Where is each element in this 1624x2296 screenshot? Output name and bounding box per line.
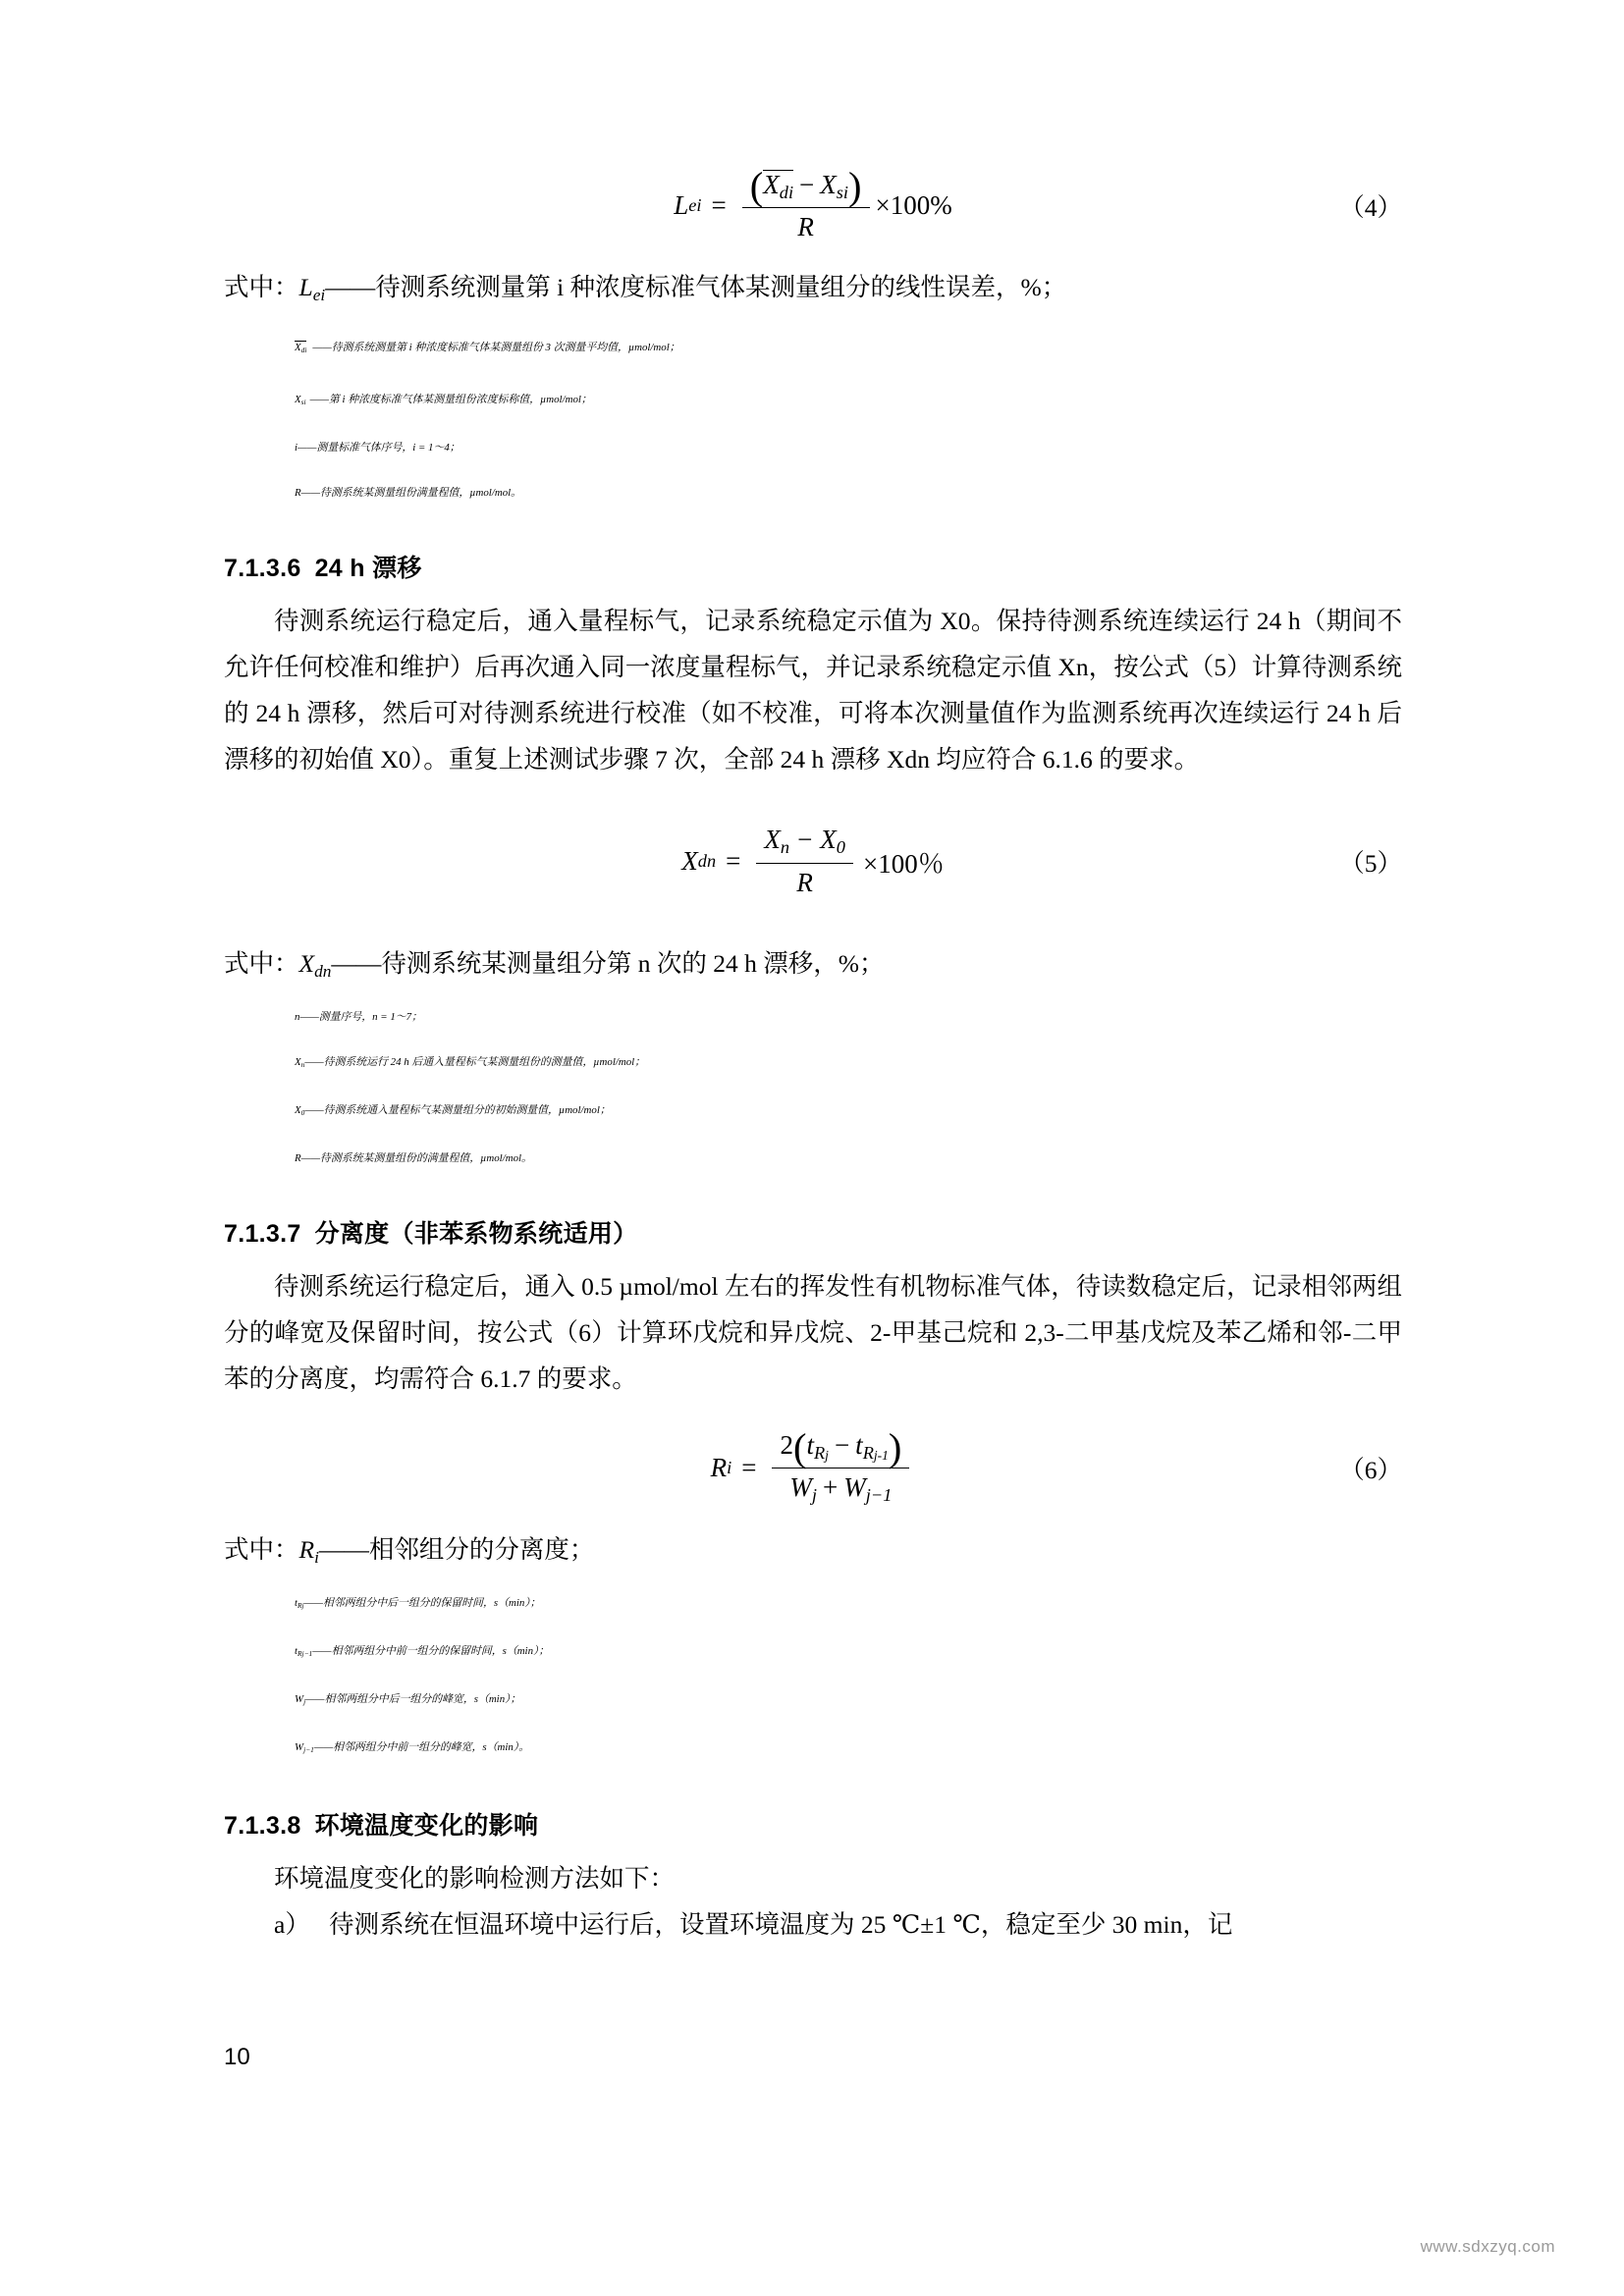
heading-7-1-3-8 xyxy=(224,1806,1402,1842)
eq5-fraction xyxy=(756,824,853,899)
defs-eq5-sub-3: 0 xyxy=(300,1107,305,1117)
heading-7-1-3-7-number: 7.1.3.7 xyxy=(224,1219,301,1248)
eq6-w1-sub: j xyxy=(811,1485,818,1506)
defs-eq5-var-1: n xyxy=(295,1010,300,1023)
defs-eq5-text-2: ——待测系统运行 24 h 后通入量程标气某测量组份的测量值，µmol/mol； xyxy=(304,1055,646,1068)
defs-eq4-var-3: i xyxy=(295,441,298,454)
defs-eq5-var-4: R xyxy=(295,1151,301,1164)
heading-7-1-3-6-number: 7.1.3.6 xyxy=(224,554,301,582)
eq6-w1: W xyxy=(789,1472,812,1503)
defs-eq6-sub-1: Rj xyxy=(298,1600,304,1610)
eq4-xs-sub: si xyxy=(836,182,849,202)
page-number: 10 xyxy=(224,2044,250,2070)
definitions-eq6 xyxy=(224,1527,1402,1773)
definition-line xyxy=(224,1527,1402,1580)
eq4-numerator xyxy=(742,164,870,209)
defs-eq4-var-1: X xyxy=(295,341,301,353)
defs-eq5-text-3: ——待测系统通入量程标气某测量组分的初始测量值，µmol/mol； xyxy=(304,1103,611,1116)
defs-eq6-sub-2: Rj−1 xyxy=(298,1648,313,1658)
equation-4-body xyxy=(674,164,952,244)
defs-eq4-lead: 式中： xyxy=(224,273,299,301)
paragraph-7-1-3-7: 待测系统运行稳定后，通入 0.5 µmol/mol 左右的挥发性有机物标准气体，待读数稳定后，记录相邻两组分的峰宽及保留时间，按公式（6）计算环戊烷和异戊烷、2-甲基己烷和 2,3-二甲基戊烷及苯乙烯和邻-二甲苯的分离度，均需符合 6.1.7 的要求。 xyxy=(224,1271,1402,1393)
defs-eq4-sub-0: ei xyxy=(312,285,326,304)
defs-eq6-text-0: ——相邻组分的分离度； xyxy=(318,1534,595,1564)
watermark: www.sdxzyq.com xyxy=(1420,2237,1555,2256)
definition-line xyxy=(224,470,1402,515)
eq5-lhs-sub: dn xyxy=(697,851,717,872)
heading-7-1-3-6-title: 24 h 漂移 xyxy=(314,554,422,582)
definition-line xyxy=(224,1088,1402,1136)
definition-line xyxy=(224,318,1402,377)
definition-line xyxy=(224,377,1402,425)
defs-eq4-text-2: ——第 i 种浓度标准气体某测量组份浓度标称值，µmol/mol； xyxy=(309,393,592,405)
list-item-a xyxy=(224,1901,1402,1948)
eq5-tail: ×100％ xyxy=(862,849,945,880)
defs-eq5-lead: 式中： xyxy=(224,948,299,978)
eq4-fraction xyxy=(742,164,870,244)
heading-7-1-3-8-title: 环境温度变化的影响 xyxy=(314,1811,539,1840)
eq5-numerator xyxy=(756,824,853,863)
list-item-a-text: 待测系统在恒温环境中运行后，设置环境温度为 25 ℃±1 ℃，稳定至少 30 min，记 xyxy=(329,1909,1233,1939)
definition-line xyxy=(224,1677,1402,1725)
eq5-xn-sub: n xyxy=(780,837,790,858)
defs-eq4-text-0: ——待测系统测量第 i 种浓度标准气体某测量组分的线性误差，%； xyxy=(325,273,1067,301)
defs-eq5-text-0: ——待测系统某测量组分第 n 次的 24 h 漂移，%； xyxy=(331,948,885,978)
eq4-denominator: R xyxy=(797,211,814,241)
equation-6-body xyxy=(710,1424,916,1507)
eq5-lhs: X xyxy=(681,846,698,877)
definitions-eq5 xyxy=(224,941,1402,1181)
equation-6-number: （6） xyxy=(1339,1455,1402,1484)
eq6-w2: W xyxy=(843,1472,866,1503)
eq6-numerator xyxy=(772,1424,909,1469)
defs-eq4-var-0: L xyxy=(298,273,313,301)
eq6-t2: t xyxy=(855,1430,863,1461)
list-item-a-marker: a） xyxy=(274,1909,310,1939)
defs-eq4-var-4: R xyxy=(295,486,301,499)
defs-eq6-var-0: R xyxy=(298,1534,315,1564)
heading-7-1-3-7-title: 分离度（非苯系物系统适用） xyxy=(314,1219,638,1248)
eq4-xs: X xyxy=(820,169,837,199)
eq6-coef: 2 xyxy=(780,1430,793,1461)
heading-7-1-3-7 xyxy=(224,1214,1402,1250)
eq6-open-paren: ( xyxy=(792,1424,807,1469)
defs-eq5-var-0: X xyxy=(298,948,315,978)
heading-7-1-3-6 xyxy=(224,549,1402,584)
defs-eq6-text-4: ——相邻两组分中前一组分的峰宽，s（min）。 xyxy=(313,1740,530,1753)
eq4-minus: − xyxy=(799,169,815,199)
eq6-denominator xyxy=(782,1468,899,1507)
defs-eq6-text-3: ——相邻两组分中后一组分的峰宽，s（min）； xyxy=(305,1692,521,1705)
definition-line xyxy=(224,265,1402,318)
eq6-t2-sub2: j-1 xyxy=(873,1448,889,1464)
defs-eq6-text-2: ——相邻两组分中前一组分的保留时间，s（min）； xyxy=(312,1644,550,1657)
defs-eq5-var-2: X xyxy=(295,1055,301,1068)
defs-eq5-sub-2: n xyxy=(300,1059,305,1069)
eq4-equals: = xyxy=(711,190,727,221)
definition-line xyxy=(224,1629,1402,1677)
eq4-lhs: L xyxy=(674,190,689,221)
definition-line xyxy=(224,425,1402,470)
eq4-tail: ×100% xyxy=(875,190,952,221)
eq6-plus: + xyxy=(823,1472,839,1503)
eq5-x0-sub: 0 xyxy=(836,837,845,858)
definition-line xyxy=(224,1040,1402,1088)
eq4-xd-sub: di xyxy=(779,182,794,202)
defs-eq5-var-3: X xyxy=(295,1103,301,1116)
defs-eq6-var-4: W xyxy=(295,1740,304,1753)
defs-eq4-text-3: ——测量标准气体序号，i = 1～4； xyxy=(298,441,460,454)
eq6-minus: − xyxy=(834,1430,850,1461)
defs-eq6-sub-0: i xyxy=(314,1547,319,1567)
eq4-lhs-sub: ei xyxy=(688,195,702,216)
eq6-t2-sub: R xyxy=(862,1443,874,1464)
page-content xyxy=(224,147,1402,1948)
equation-5-body xyxy=(681,824,944,899)
paragraph-7-1-3-6: 待测系统运行稳定后，通入量程标气，记录系统稳定示值为 X0。保持待测系统连续运行 24 h（期间不允许任何校准和维护）后再次通入同一浓度量程标气，并记录系统稳定示值 Xn，按公式（5）计算待测系统的 24 h 漂移，然后可对待测系统进行校准（如不校准，可将本次测量值作为监测系统再次连续运行 24 h 后漂移的初始值 X0）。重复上述测试步骤 7 次，全部 24 h 漂移 Xdn 均应符合 6.1.6 的要求。 xyxy=(224,606,1402,774)
definition-line xyxy=(224,1136,1402,1181)
eq6-t1-sub: R xyxy=(813,1443,826,1464)
eq6-fraction xyxy=(772,1424,909,1507)
defs-eq4-text-4: ——待测系统某测量组份满量程值，µmol/mol。 xyxy=(300,486,522,499)
equation-5-number: （5） xyxy=(1339,848,1402,878)
defs-eq6-sub-4: j−1 xyxy=(303,1744,314,1754)
equation-4 xyxy=(224,147,1402,265)
equation-6 xyxy=(224,1410,1402,1527)
eq6-t1: t xyxy=(806,1430,814,1461)
eq4-xd: X xyxy=(763,169,780,199)
eq4-close-paren: ) xyxy=(848,164,862,209)
defs-eq6-var-3: W xyxy=(295,1692,304,1705)
paragraph-7-1-3-8: 环境温度变化的影响检测方法如下： xyxy=(274,1863,676,1893)
defs-eq6-lead: 式中： xyxy=(224,1534,299,1564)
defs-eq5-sub-0: dn xyxy=(314,961,332,981)
defs-eq6-text-1: ——相邻两组分中后一组分的保留时间，s（min）； xyxy=(303,1596,541,1609)
definition-line xyxy=(224,994,1402,1040)
definition-line xyxy=(224,941,1402,994)
defs-eq4-var-2: X xyxy=(295,393,301,405)
defs-eq4-text-1: ——待测系统测量第 i 种浓度标准气体某测量组份 3 次测量平均值，µmol/mol； xyxy=(312,341,680,353)
eq5-x0: X xyxy=(820,825,837,855)
eq6-lhs: R xyxy=(710,1453,728,1483)
defs-eq6-var-1: t xyxy=(295,1596,298,1609)
defs-eq6-var-2: t xyxy=(295,1644,298,1657)
heading-7-1-3-8-number: 7.1.3.8 xyxy=(224,1811,301,1840)
eq5-xn: X xyxy=(764,825,781,855)
defs-eq6-sub-3: j xyxy=(303,1696,306,1706)
eq6-close-paren: ) xyxy=(888,1424,902,1469)
definition-line xyxy=(224,1580,1402,1629)
defs-eq4-sub-2: si xyxy=(300,397,306,406)
eq6-equals: = xyxy=(741,1453,757,1483)
eq5-minus: − xyxy=(797,825,813,855)
definitions-eq4 xyxy=(224,265,1402,515)
eq5-denominator: R xyxy=(796,867,813,897)
equation-5 xyxy=(224,808,1402,916)
defs-eq5-text-4: ——待测系统某测量组份的满量程值，µmol/mol。 xyxy=(300,1151,532,1164)
eq6-lhs-sub: i xyxy=(727,1458,732,1478)
eq5-equals: = xyxy=(726,846,741,877)
eq6-w2-sub: j−1 xyxy=(865,1485,893,1506)
equation-4-number: （4） xyxy=(1339,193,1402,222)
eq4-open-paren: ( xyxy=(749,164,764,209)
definition-line xyxy=(224,1725,1402,1773)
eq6-t1-sub2: j xyxy=(825,1448,829,1464)
defs-eq4-sub-1: di xyxy=(300,345,307,354)
defs-eq5-text-1: ——测量序号，n = 1～7； xyxy=(299,1010,422,1023)
